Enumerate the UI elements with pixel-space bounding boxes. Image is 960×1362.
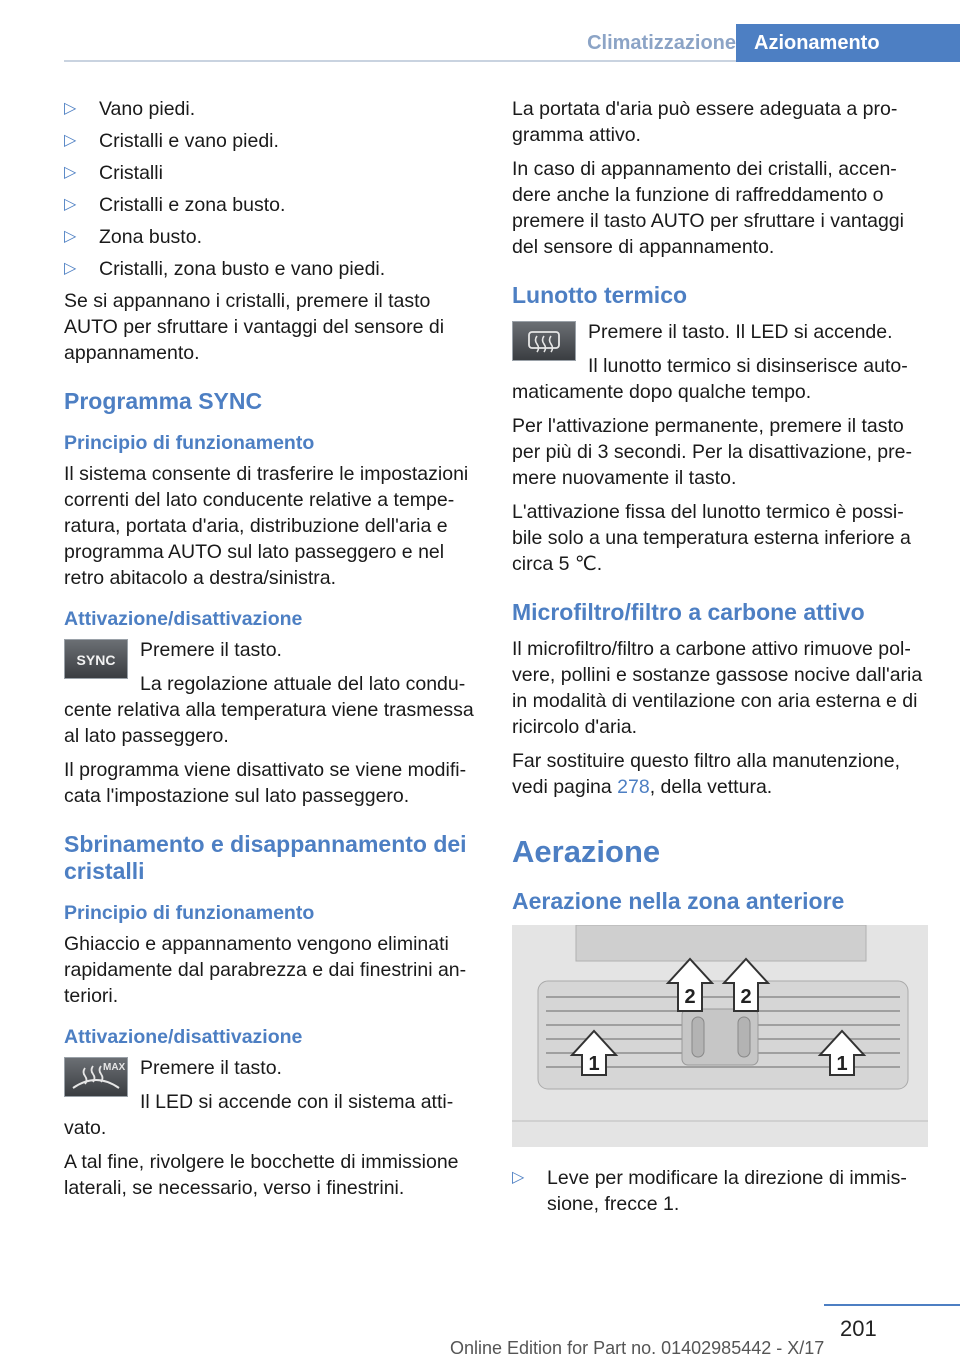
defrost-principle-text: Ghiaccio e appannamento vengono eliminati rapidamente dal parabrezza e dai finestrini an‐ teriori. <box>64 933 467 1007</box>
triangle-bullet-icon: ▷ <box>512 1169 525 1186</box>
defrost-press-text: Premere il tasto. <box>140 1057 282 1079</box>
front-vent-illustration <box>512 925 928 1147</box>
list-item: ▷ Vano piedi. <box>64 98 196 120</box>
cooling-paragraph: In caso di appannamento dei cristalli, accen‐ dere anche la funzione di raffreddamento o premere il tasto AUTO per sfruttare i vantaggi del sensore di appannamento. <box>512 158 904 258</box>
defrost-principle-heading: Principio di funzionamento <box>64 902 315 924</box>
right-column <box>512 96 930 1223</box>
triangle-bullet-icon: ▷ <box>64 100 77 117</box>
windshield-defrost-icon <box>65 1058 127 1096</box>
header-section-tab[interactable]: Climatizzazione <box>587 32 736 54</box>
airflow-paragraph: La portata d'aria può essere adeguata a pro‐ gramma attivo. <box>512 98 898 146</box>
triangle-bullet-icon: ▷ <box>64 164 77 181</box>
front-ventilation-heading: Aerazione nella zona anteriore <box>512 888 845 914</box>
rear-text-2: Per l'attivazione permanente, premere il tasto per più di 3 secondi. Per la disattivazione, pre‐ mere nuovamente il tasto. <box>512 415 912 489</box>
sync-button-icon: SYNC <box>64 639 128 679</box>
triangle-bullet-icon: ▷ <box>64 132 77 149</box>
footer-rule <box>824 1304 960 1306</box>
header-chapter-tab[interactable]: Azionamento <box>736 24 960 62</box>
edition-note: Online Edition for Part no. 01402985442 - X/17 <box>450 1338 825 1358</box>
list-item: ▷ Cristalli, zona busto e vano piedi. <box>64 258 386 280</box>
rear-defrost-symbol-icon <box>513 322 575 360</box>
rear-text-3: L'attivazione fissa del lunotto termico è possi‐ bile solo a una temperatura esterna inferiore a circa 5 ℃. <box>512 501 911 575</box>
filter-text-2: Far sostituire questo filtro alla manutenzione, vedi pagina 278, della vettura. <box>512 750 901 798</box>
rear-window-heading: Lunotto termico <box>512 282 688 308</box>
defrost-text-2: A tal fine, rivolgere le bocchette di immissione laterali, se necessario, verso i finestrini. <box>64 1151 459 1199</box>
sync-activation-heading: Attivazione/disattivazione <box>64 608 303 630</box>
list-item: ▷ Leve per modificare la direzione di immis‐ sione, frecce 1. <box>512 1167 907 1215</box>
defrost-button-row <box>64 1055 478 1141</box>
arrow-label-2-right: 2 <box>740 986 752 1008</box>
sync-press-text: Premere il tasto. <box>140 639 282 661</box>
defrost-activation-heading: Attivazione/disattivazione <box>64 1026 303 1048</box>
list-item: ▷ Zona busto. <box>64 226 202 248</box>
rear-press-text: Premere il tasto. Il LED si accende. <box>588 321 893 343</box>
rear-window-defrost-icon <box>512 321 576 361</box>
svg-text:MAX: MAX <box>103 1062 126 1073</box>
page-number: 201 <box>840 1316 877 1341</box>
list-item: ▷ Cristalli e vano piedi. <box>64 130 279 152</box>
sync-text-2: Il programma viene disattivato se viene modifi‐ cata l'impostazione sul lato passeggero. <box>64 759 467 807</box>
filter-text-1: Il microfiltro/filtro a carbone attivo rimuove pol‐ vere, pollini e sostanze gassose nocive dall'aria in modalità di ventilazione con aria esterna e di ricircolo d'aria. <box>512 638 923 738</box>
triangle-bullet-icon: ▷ <box>64 196 77 213</box>
filter-heading: Microfiltro/filtro a carbone attivo <box>512 599 865 625</box>
sync-principle-heading: Principio di funzionamento <box>64 432 315 454</box>
list-item: ▷ Cristalli <box>64 162 163 184</box>
defrost-heading: Sbrinamento e disappannamento dei cristalli <box>64 831 467 884</box>
triangle-bullet-icon: ▷ <box>64 228 77 245</box>
sync-button-row <box>64 637 478 749</box>
sync-heading: Programma SYNC <box>64 388 263 414</box>
page-link[interactable]: 278 <box>617 776 650 798</box>
list-item: ▷ Cristalli e zona busto. <box>64 194 286 216</box>
rear-defrost-row <box>512 319 930 405</box>
sync-text-1: La regolazione attuale del lato condu‐ cente relativa alla temperatura viene trasmessa al lato passeggero. <box>64 673 474 747</box>
rear-text-1: Il lunotto termico si disinserisce auto‐ maticamente dopo qualche tempo. <box>512 355 908 403</box>
arrow-label-1-left: 1 <box>588 1053 600 1075</box>
sync-principle-text: Il sistema consente di trasferire le impostazioni correnti del lato conducente relative a tempe‐ ratura, portata d'aria, distribuzione dell'aria e programma AUTO sul lato passeggero e nel retro abitacolo a destra/sinistra. <box>64 463 469 589</box>
triangle-bullet-icon: ▷ <box>64 260 77 277</box>
max-defrost-button-icon <box>64 1057 128 1097</box>
left-column <box>64 96 478 1209</box>
arrow-label-1-right: 1 <box>836 1053 848 1075</box>
defrost-text-1: Il LED si accende con il sistema atti‐ vato. <box>64 1091 454 1139</box>
vent-figure <box>512 925 928 1147</box>
ventilation-heading: Aerazione <box>512 834 661 869</box>
fog-paragraph: Se si appannano i cristalli, premere il tasto AUTO per sfruttare i vantaggi del sensore di appannamento. <box>64 290 445 364</box>
arrow-label-2-left: 2 <box>684 986 696 1008</box>
